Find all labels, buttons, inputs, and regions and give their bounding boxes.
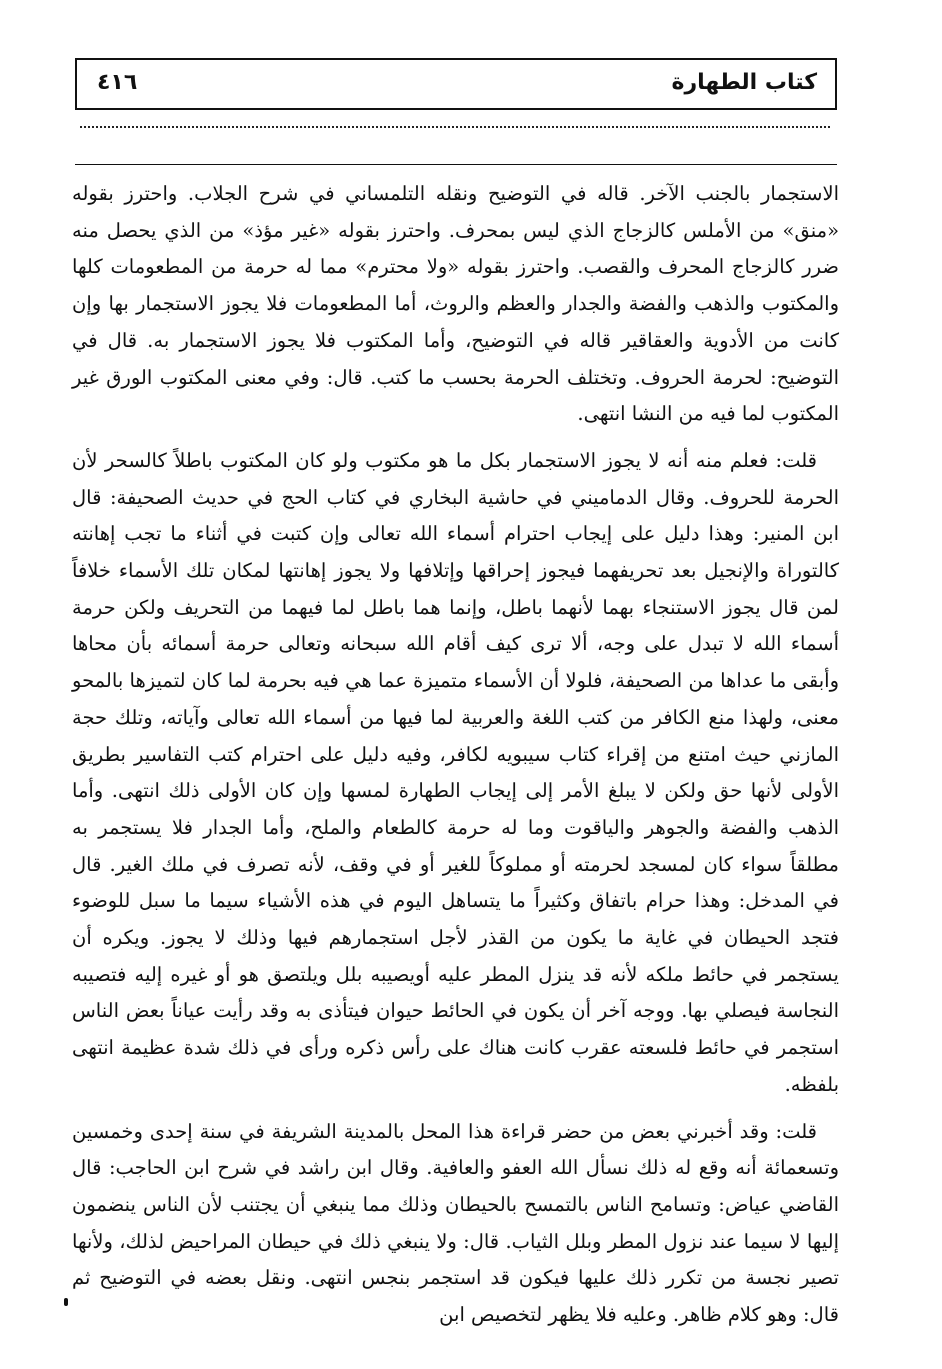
main-text	[72, 176, 839, 1334]
running-header	[75, 58, 837, 110]
header-rule	[75, 164, 837, 165]
paragraph-3: قلت: وقد أخبرني بعض من حضر قراءة هذا المحل بالمدينة الشريفة في سنة إحدى وخمسين وتسعمائة أنه وقع له ذلك نسأل الله العفو والعافية. وقال ابن راشد في شرح ابن الحاجب: قال القاضي عياض: وتسامح الناس بالتمسح بالحيطان وذلك مما ينبغي أن يجتنب لأن الناس ينضمون إليها لا سيما عند نزول المطر وبلل الثياب. قال: ولا ينبغي ذلك في حيطان المراحيض لذلك، ولأنها تصير نجسة من تكرر ذلك عليها فيكون قد استجمر بنجس انتهى. ونقل بعضه في التوضيح ثم قال: وهو كلام ظاهر. وعليه فلا يظهر لتخصيص ابن	[72, 1119, 839, 1327]
paragraph-2: قلت: فعلم منه أنه لا يجوز الاستجمار بكل ما هو مكتوب ولو كان المكتوب باطلاً كالسحر لأن الحرمة للحروف. وقال الدماميني في حاشية البخاري في كتاب الحج في حديث الصحيفة: قال ابن المنير: وهذا دليل على إيجاب احترام أسماء الله تعالى وإن كتبت في أثناء ما تجب إهانته كالتوراة والإنجيل بعد تحريفهما فيجوز إحراقها وإتلافها ولا يجوز إهانتها لمكان تلك الأسماء خلافاً لمن قال يجوز الاستنجاء بهما لأنهما باطل، وإنما هما باطل لما فيهما من التحريف ولكن حرمة أسماء الله لا تبدل على وجه، ألا ترى كيف أقام الله سبحانه وتعالى حرمة أسمائه بأن محاها وأبقى ما عداها من الصحيفة، فلولا أن الأسماء متميزة عما هي فيه بحرمة لما كان لتميزها بالمحو معنى، ولهذا منع الكافر من كتب اللغة والعربية لما فيها من أسماء الله تعالى وآياته، وتلك حجة المازني حيث امتنع من إقراء كتاب سيبويه لكافر، وفيه دليل على احترام كتب التفاسير بطريق الأولى لأنها حق ولكن لا يبلغ الأمر إلى إيجاب الطهارة لمسها وإن كان الأولى ذلك انتهى. وأما الذهب والفضة والجوهر والياقوت وما له حرمة كالطعام والملح، وأما الجدار فلا يستجمر به مطلقاً سواء كان لمسجد لحرمته أو مملوكاً للغير أو في وقف، لأنه تصرف في ملك الغير. قال في المدخل: وهذا حرام باتفاق وكثيراً ما يتساهل اليوم في هذه الأشياء سيما ما سبل للوضوء فتجد الحيطان في غاية ما يكون من القذر لأجل استجمارهم فيها وذلك لا يجوز. ويكره أن يستجمر في حائط ملكه لأنه قد ينزل المطر عليه أويصيبه بلل ويلتصق هو أو غيره إليه فتصيبه النجاسة فيصلي بها. ووجه آخر أن يكون في الحائط حيوان فيتأذى به وقد رأيت عياناً بعض الناس استجمر في حائط فلسعته عقرب كانت هناك على رأس ذكره ورأى في ذلك شدة عظيمة انتهى بلفظه.	[72, 448, 839, 1096]
page-mark	[64, 1298, 68, 1306]
page-number: ٤١٦	[97, 70, 138, 95]
book-title: كتاب الطهارة	[671, 70, 817, 95]
dotted-separator	[80, 126, 830, 128]
paragraph-1: الاستجمار بالجنب الآخر. قاله في التوضيح ونقله التلمساني في شرح الجلاب. واحترز بقوله «منق» من الأملس كالزجاج الذي ليس بمحرف. واحترز بقوله «غير مؤذ» من الذي يحصل منه ضرر كالزجاج المحرف والقصب. واحترز بقوله «ولا محترم» مما له حرمة من المطعومات كلها والمكتوب والذهب والفضة والجدار والعظم والروث، أما المطعومات فلا يجوز الاستجمار بها وإن كانت من الأدوية والعقاقير قاله في التوضيح، وأما المكتوب فلا يجوز الاستجمار به. قال في التوضيح: لحرمة الحروف. وتختلف الحرمة بحسب ما كتب. قال: وفي معنى المكتوب الورق غير المكتوب لما فيه من النشا انتهى.	[72, 182, 839, 426]
